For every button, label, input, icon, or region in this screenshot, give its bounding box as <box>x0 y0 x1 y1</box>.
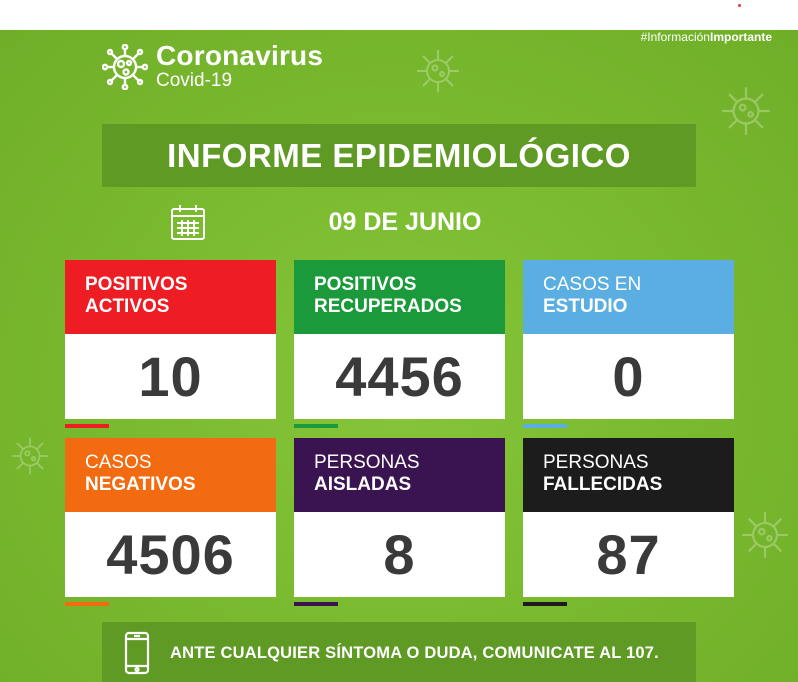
red-dot <box>738 4 741 7</box>
card-positivos-activos: POSITIVOS ACTIVOS 10 <box>65 260 276 419</box>
infographic-poster <box>0 30 798 682</box>
logo-subtitle: Covid-19 <box>156 70 233 91</box>
virus-icon <box>102 44 148 90</box>
virus-decoration-icon <box>740 510 790 560</box>
card-underline <box>65 602 109 606</box>
phone-icon <box>124 631 150 675</box>
report-title: INFORME EPIDEMIOLÓGICO <box>167 136 631 174</box>
logo <box>102 42 323 92</box>
card-value: 10 <box>65 334 276 419</box>
card-underline <box>294 424 338 428</box>
card-positivos-recuperados: POSITIVOS RECUPERADOS 4456 <box>294 260 505 419</box>
card-personas-aisladas: PERSONAS AISLADAS 8 <box>294 438 505 597</box>
virus-decoration-icon <box>720 85 772 137</box>
card-value: 87 <box>523 512 734 597</box>
virus-decoration-icon <box>415 48 461 94</box>
card-underline <box>523 602 567 606</box>
footer-band <box>102 622 696 682</box>
card-personas-fallecidas: PERSONAS FALLECIDAS 87 <box>523 438 734 597</box>
card-value: 0 <box>523 334 734 419</box>
card-underline <box>294 602 338 606</box>
footer-message: ANTE CUALQUIER SÍNTOMA O DUDA, COMUNICATE AL 107. <box>170 643 659 662</box>
card-value: 4456 <box>294 334 505 419</box>
card-value: 8 <box>294 512 505 597</box>
virus-decoration-icon <box>10 436 50 476</box>
report-title-band <box>102 124 696 187</box>
calendar-icon <box>170 203 206 241</box>
report-date: 09 DE JUNIO <box>328 208 482 236</box>
card-underline <box>65 424 109 428</box>
card-casos-negativos: CASOS NEGATIVOS 4506 <box>65 438 276 597</box>
card-casos-en-estudio: CASOS EN ESTUDIO 0 <box>523 260 734 419</box>
hashtag: #InformaciónImportante <box>640 30 772 44</box>
card-underline <box>523 424 567 428</box>
card-value: 4506 <box>65 512 276 597</box>
logo-title: Coronavirus <box>156 40 324 71</box>
